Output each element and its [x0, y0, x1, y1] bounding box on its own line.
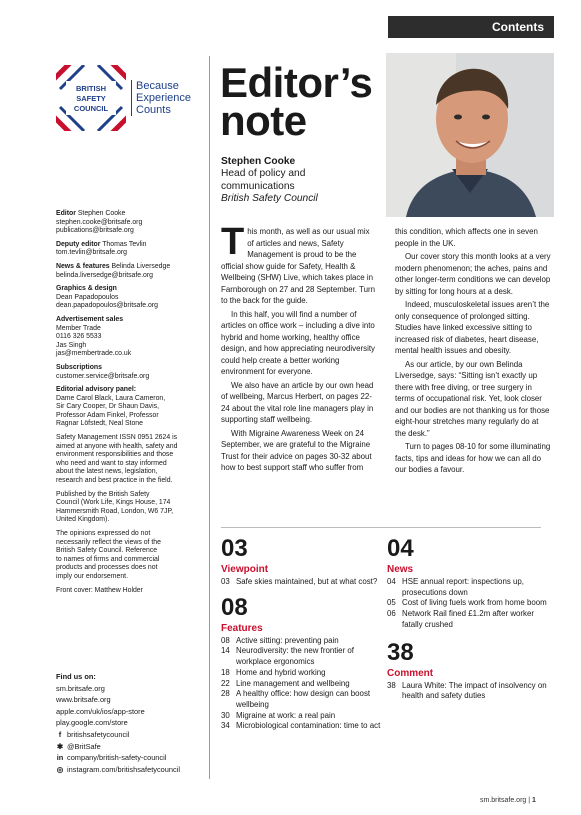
masthead-text: environment responsibilities and those: [56, 451, 174, 459]
masthead-line: [56, 573, 206, 582]
masthead-text[interactable]: jas@membertrade.co.uk: [56, 350, 132, 358]
masthead-text[interactable]: dean.papadopoulos@britsafe.org: [56, 302, 159, 310]
facebook-icon: f: [58, 729, 62, 739]
page-footer: sm.britsafe.org | 1: [480, 797, 536, 804]
social-link[interactable]: [56, 764, 216, 776]
logo-tagline: [131, 80, 191, 116]
toc-section-number: 38: [387, 638, 414, 666]
masthead-text: Member Trade: [56, 324, 101, 332]
masthead-line: [56, 508, 206, 517]
toc-entry-title: Safe skies maintained, but at what cost?: [236, 577, 378, 586]
toc-entry-title: Microbiological contamination: time to act: [236, 721, 381, 731]
toc-entry[interactable]: [221, 636, 381, 647]
toc-section-number: 08: [221, 593, 248, 621]
masthead-line: [56, 491, 206, 500]
masthead-line: [56, 316, 206, 325]
toc-page-number: 03: [221, 577, 230, 586]
masthead-line: [56, 499, 206, 508]
masthead-line: [56, 395, 206, 404]
masthead-line: [56, 434, 206, 443]
masthead-line: [56, 285, 206, 294]
social-link-text[interactable]: @BritSafe: [67, 741, 101, 751]
instagram-icon: ◎: [56, 764, 64, 774]
toc-page-number: 38: [387, 680, 396, 690]
masthead-block: [56, 263, 206, 280]
masthead-block: [56, 386, 206, 429]
masthead-line: [56, 412, 206, 421]
masthead-heading: News & features: [56, 262, 110, 270]
toc-entry[interactable]: [387, 598, 547, 609]
masthead-text: Ragnar Löfstedt, Neal Stone: [56, 420, 143, 428]
logo-mark: [56, 65, 126, 131]
toc-page-number: 04: [387, 577, 396, 586]
masthead-text: Front cover: Matthew Holder: [56, 586, 143, 594]
masthead-text: British Safety Council. Reference: [56, 547, 158, 555]
article-text: Our cover story this month looks at a very modern phenomenon; the aches, pains and other longer-term conditions we can develop by sitting for long hours at a desk.: [395, 252, 551, 296]
masthead-line: [56, 249, 206, 258]
masthead-heading: Advertisement sales: [56, 315, 124, 323]
page-number: 1: [532, 797, 536, 804]
masthead-line: [56, 210, 206, 219]
column-divider: [209, 56, 210, 779]
masthead-text: Dame Carol Black, Laura Cameron,: [56, 394, 166, 402]
masthead: [56, 210, 206, 595]
masthead-text: The opinions expressed do not: [56, 530, 151, 537]
masthead-line: [56, 373, 206, 382]
masthead-text: Safety Management ISSN 0951 2624 is: [56, 434, 178, 442]
masthead-text: who need and want to stay informed: [56, 459, 167, 467]
contents-tab[interactable]: Contents: [388, 16, 554, 38]
masthead-block: [56, 364, 206, 381]
masthead-line: [56, 325, 206, 334]
logo-line-3: COUNCIL: [73, 104, 109, 113]
masthead-block: [56, 434, 206, 486]
masthead-text: Thomas Tevlin: [100, 240, 147, 248]
article-text: With Migraine Awareness Week on 24 September, we are grateful to the Migraine Trust for their advice on pages 30-32 about how to best support staff who suffer from this condition, which affects one in seven people in the UK.: [221, 227, 538, 472]
masthead-line: [56, 386, 206, 395]
masthead-text: to names of firms and commercial: [56, 555, 160, 563]
toc-section: [221, 537, 381, 588]
toc-page-number: 18: [221, 667, 230, 677]
article-paragraph: [395, 299, 551, 357]
masthead-line: [56, 460, 206, 469]
sidebar: [56, 64, 206, 600]
masthead-line: [56, 547, 206, 556]
social-link-text[interactable]: play.google.com/store: [56, 718, 128, 728]
toc-entry[interactable]: [221, 646, 381, 667]
article-paragraph: [395, 251, 551, 297]
masthead-line: [56, 564, 206, 573]
toc-section-number: 04: [387, 535, 414, 562]
masthead-text: research and best practice in the field.: [56, 477, 173, 485]
masthead-line: [56, 403, 206, 412]
masthead-text: Dean Papadopoulos: [56, 293, 119, 301]
masthead-block: [56, 210, 206, 236]
masthead-line: [56, 294, 206, 303]
masthead-text: Hammersmith Road, London, W6 7JP,: [56, 507, 174, 515]
author-role: communications: [221, 180, 295, 192]
masthead-text: United Kingdom).: [56, 516, 110, 524]
masthead-line: [56, 241, 206, 250]
article-text: In this half, you will find a number of articles on office work – including a dive into hybrid and home working, healthy office design, and how appreciating neurodiversity could help create a better working environment for everyone.: [221, 309, 375, 376]
masthead-heading: Deputy editor: [56, 240, 101, 248]
toc-section: [387, 537, 547, 631]
toc-entry-title: HSE annual report: inspections up, prosecutions down: [402, 577, 524, 597]
toc-entry[interactable]: [221, 668, 381, 679]
author-name: Stephen Cooke: [221, 156, 296, 167]
find-us-heading: Find us on:: [56, 672, 96, 681]
social-link[interactable]: [56, 706, 216, 718]
toc-section: [221, 593, 381, 732]
toc-entry[interactable]: [387, 577, 547, 598]
toc-section-number: 03: [221, 535, 248, 562]
social-link-text[interactable]: www.britsafe.org: [56, 695, 111, 705]
find-us: [56, 671, 216, 775]
editorial-article: [221, 221, 551, 526]
masthead-line: [56, 530, 206, 539]
toc-section-title[interactable]: Features: [221, 622, 263, 634]
masthead-line: [56, 443, 206, 452]
toc-entry-title: Network Rail fined £1.2m after worker fatally crushed: [402, 609, 534, 629]
masthead-line: [56, 342, 206, 351]
title-line: note: [220, 97, 307, 144]
toc-section-title[interactable]: News: [387, 564, 414, 575]
article-paragraph: [221, 380, 377, 426]
toc-entry-title: A healthy office: how design can boost wellbeing: [236, 689, 371, 709]
social-link[interactable]: [56, 683, 216, 695]
author-org: British Safety Council: [221, 193, 318, 205]
masthead-block: [56, 241, 206, 258]
masthead-heading: Editor: [56, 210, 76, 217]
masthead-block: [56, 316, 206, 359]
toc-entry[interactable]: [221, 711, 381, 722]
masthead-line: [56, 302, 206, 311]
section-divider: [221, 527, 541, 528]
masthead-text[interactable]: belinda.liversedge@britsafe.org: [56, 271, 154, 279]
masthead-text: Belinda Liversedge: [109, 262, 171, 270]
masthead-block: [56, 491, 206, 525]
masthead-line: [56, 350, 206, 359]
toc-entry-title: Migraine at work: a real pain: [236, 710, 336, 720]
drop-cap: T: [221, 221, 245, 263]
masthead-text[interactable]: tom.tevlin@britsafe.org: [56, 249, 127, 257]
logo-line-1: BRITISH: [76, 84, 106, 93]
masthead-line: [56, 420, 206, 429]
twitter-icon: ✱: [56, 741, 64, 751]
article-text: his month, as well as our usual mix of articles and news, Safety Management is proud to be the official show guide for Safety, Health & Wellbeing (SHW) Live, which takes place in Farnborough on 27 and 28 September. Turn to the back for the guide.: [221, 227, 375, 305]
toc-left-column: [221, 537, 381, 732]
masthead-line: [56, 219, 206, 228]
social-link-text[interactable]: instagram.com/britishsafetycouncil: [67, 764, 180, 774]
title-line: Editor’s: [220, 59, 373, 106]
social-link-text[interactable]: britishsafetycouncil: [67, 729, 130, 739]
masthead-block: [56, 285, 206, 311]
masthead-heading: Subscriptions: [56, 363, 102, 371]
masthead-line: [56, 468, 206, 477]
masthead-line: [56, 272, 206, 281]
article-paragraph: [395, 441, 551, 476]
page-title: [220, 59, 373, 144]
masthead-text: about the latest news, legislation,: [56, 468, 158, 476]
editor-portrait-image: [386, 53, 554, 217]
article-text: Turn to pages 08-10 for some illuminating facts, tips and ideas for how we can all do our bodies a favour.: [395, 442, 551, 474]
masthead-text: 0116 326 5533: [56, 333, 102, 341]
toc-section: [387, 638, 547, 702]
masthead-line: [56, 451, 206, 460]
social-link[interactable]: [56, 729, 216, 741]
toc-entry-title: Line management and wellbeing: [236, 678, 350, 688]
masthead-block: [56, 587, 206, 596]
masthead-text: products and processes does not: [56, 564, 158, 572]
masthead-line: [56, 227, 206, 236]
masthead-heading: Graphics & design: [56, 285, 117, 293]
toc-page-number: 06: [387, 609, 396, 619]
toc-page-number: 08: [221, 635, 230, 645]
article-paragraph: [221, 221, 377, 307]
social-link[interactable]: [56, 717, 216, 729]
logo-line-2: SAFETY: [76, 94, 106, 103]
social-link[interactable]: [56, 752, 216, 764]
masthead-line: [56, 333, 206, 342]
masthead-text[interactable]: publications@britsafe.org: [56, 227, 134, 235]
masthead-heading: Editorial advisory panel:: [56, 386, 137, 394]
toc-entry[interactable]: [221, 721, 381, 732]
social-link-text[interactable]: apple.com/uk/ios/app-store: [56, 706, 145, 716]
byline: [221, 156, 318, 206]
social-link[interactable]: [56, 741, 216, 753]
article-paragraph: [395, 359, 551, 440]
footer-url[interactable]: sm.britsafe.org: [480, 797, 527, 804]
editor-photo: [386, 53, 554, 217]
linkedin-icon: in: [56, 753, 64, 763]
article-text: We also have an article by our own head of wellbeing, Marcus Herbert, on pages 22-24 about the vital role line managers play in supporting staff wellbeing.: [221, 380, 374, 424]
masthead-line: [56, 364, 206, 373]
masthead-block: [56, 530, 206, 582]
masthead-line: [56, 539, 206, 548]
masthead-line: [56, 477, 206, 486]
masthead-text: Council (Work Life, Kings House, 174: [56, 499, 171, 507]
masthead-line: [56, 516, 206, 525]
masthead-text: Published by the British Safety: [56, 490, 150, 498]
masthead-text[interactable]: stephen.cooke@britsafe.org: [56, 218, 143, 226]
toc-page-number: 28: [221, 689, 230, 699]
masthead-text: imply our endorsement.: [56, 572, 129, 580]
toc-page-number: 34: [221, 721, 230, 731]
masthead-line: [56, 587, 206, 596]
masthead-text[interactable]: customer.service@britsafe.org: [56, 372, 150, 380]
toc-entry[interactable]: [387, 609, 547, 630]
masthead-text: necessarily reflect the views of the: [56, 538, 161, 546]
masthead-text: Professor Adam Finkel, Professor: [56, 411, 159, 419]
masthead-text: Jas Singh: [56, 341, 87, 349]
toc-entry[interactable]: [221, 679, 381, 690]
british-safety-council-logo: [56, 64, 206, 132]
toc-entry-title: Active sitting: preventing pain: [236, 635, 339, 645]
social-link[interactable]: [56, 694, 216, 706]
masthead-text: aimed at anyone with health, safety and: [56, 442, 178, 450]
toc-entry-title: Laura White: The impact of insolvency on health and safety duties: [402, 680, 547, 701]
toc-entry[interactable]: [221, 577, 381, 588]
toc-entry-title: Cost of living fuels work from home boom: [402, 598, 547, 608]
tagline-line: Counts: [136, 104, 171, 116]
toc-entry[interactable]: [221, 689, 381, 710]
author-role: Head of policy and: [221, 168, 306, 180]
toc-right-column: [387, 537, 547, 702]
article-text: Indeed, musculoskeletal issues aren’t the only consequence of prolonged sitting. Studies have linked excessive sitting to increased risk of diabetes, heart disease, mental health issues and obesity.: [395, 300, 550, 355]
toc-entry-title: Neurodiversity: the new frontier of workplace ergonomics: [236, 646, 354, 667]
masthead-text: Stephen Cooke: [75, 210, 126, 217]
article-paragraph: [221, 309, 377, 378]
toc-page-number: 14: [221, 646, 230, 656]
toc-page-number: 30: [221, 710, 230, 720]
toc-page-number: 05: [387, 598, 396, 608]
toc-entry[interactable]: [387, 681, 547, 702]
masthead-text: Sir Cary Cooper, Dr Shaun Davis,: [56, 403, 160, 411]
tagline-line: Because: [136, 80, 179, 92]
toc-section-title[interactable]: Viewpoint: [221, 564, 269, 575]
toc-section-title[interactable]: Comment: [387, 667, 434, 679]
tagline-line: Experience: [136, 92, 192, 104]
social-link-text[interactable]: sm.britsafe.org: [56, 683, 105, 693]
social-link-text[interactable]: company/british-safety-council: [67, 753, 167, 763]
toc-page-number: 22: [221, 678, 230, 688]
article-text: As our article, by our own Belinda Liversedge, says: “Sitting isn’t exactly up there with free diving, or tree surgery in terms of occupational risk. Yet, look closer and our bodies are not thanking us for those eight-hour stretches many regularly do at the desk.”: [395, 359, 550, 438]
masthead-line: [56, 263, 206, 272]
masthead-line: [56, 556, 206, 565]
toc-entry-title: Home and hybrid working: [236, 667, 326, 677]
